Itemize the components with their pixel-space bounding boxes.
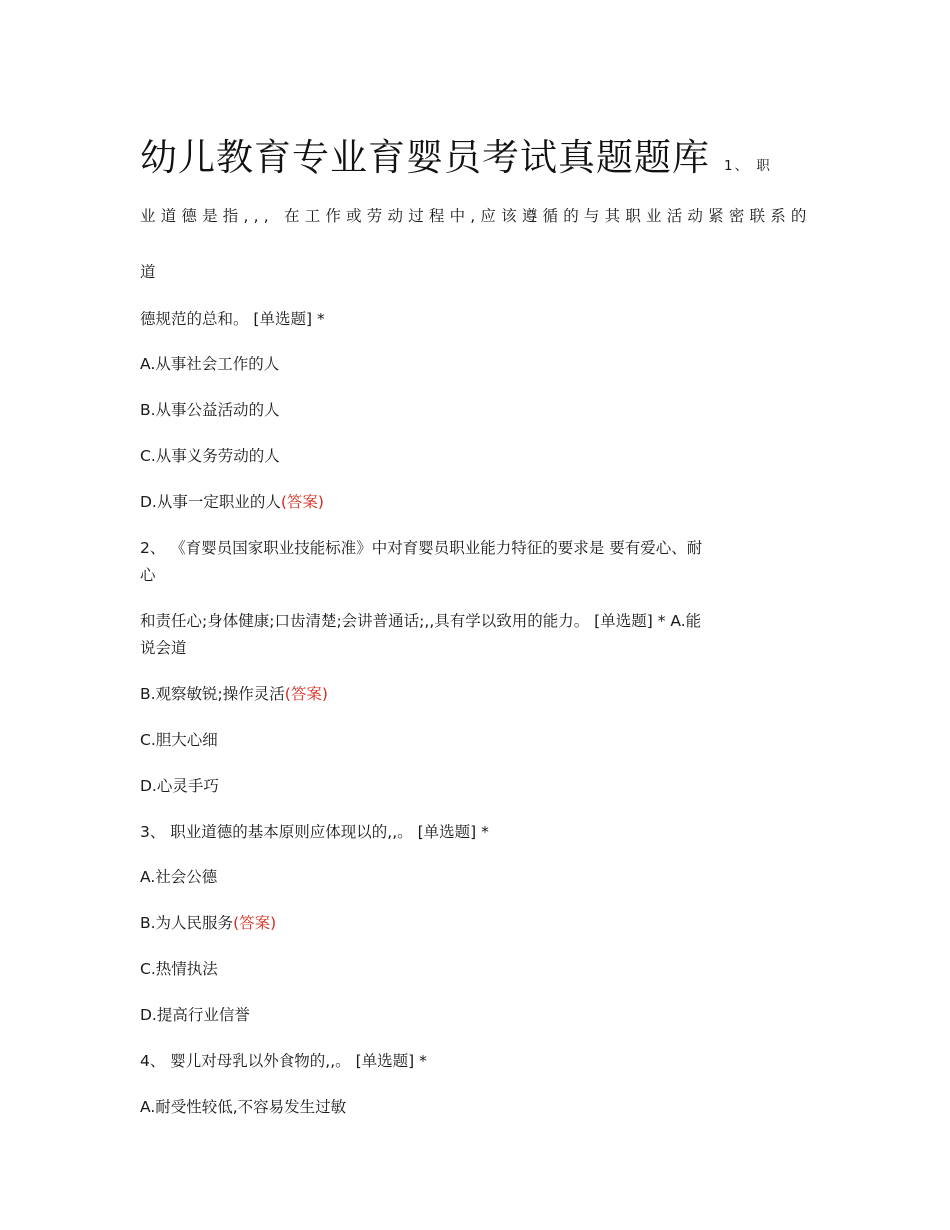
text-line: 道 bbox=[140, 263, 156, 281]
document-title-row bbox=[140, 127, 772, 181]
option-b: B.从事公益活动的人 bbox=[140, 401, 280, 419]
option-d: D.提高行业信誉 bbox=[140, 1006, 250, 1024]
text-line: 和责任心;身体健康;口齿清楚;会讲普通话;,,具有学以致用的能力。 [单选题] * A.能 bbox=[140, 612, 702, 630]
answer-mark: (答案) bbox=[284, 685, 328, 703]
option-c: C.热情执法 bbox=[140, 960, 218, 978]
option-d: D.心灵手巧 bbox=[140, 777, 219, 795]
option-a: A.社会公德 bbox=[140, 868, 218, 886]
answer-mark: (答案) bbox=[280, 493, 324, 511]
option-a: A.从事社会工作的人 bbox=[140, 355, 280, 373]
option-c: C.从事义务劳动的人 bbox=[140, 447, 280, 465]
answer-mark: (答案) bbox=[233, 914, 277, 932]
option-a: A.耐受性较低,不容易发生过敏 bbox=[140, 1098, 347, 1116]
option-c: C.胆大心细 bbox=[140, 731, 218, 749]
question-stem: 德规范的总和。 [单选题] * bbox=[140, 310, 325, 328]
option-b: B.观察敏锐;操作灵活(答案) bbox=[140, 685, 328, 703]
question-1-start: 1、 职 bbox=[724, 158, 772, 174]
option-a: 说会道 bbox=[140, 639, 187, 657]
text-line: 心 bbox=[140, 566, 156, 584]
question-4-stem: 4、 婴儿对母乳以外食物的,,。 [单选题] * bbox=[140, 1052, 427, 1070]
option-d: D.从事一定职业的人(答案) bbox=[140, 493, 324, 511]
document-title: 幼儿教育专业育婴员考试真题题库 bbox=[140, 136, 710, 179]
question-3-stem: 3、 职业道德的基本原则应体现以的,,。 [单选题] * bbox=[140, 823, 489, 841]
question-2-stem: 2、 《育婴员国家职业技能标准》中对育婴员职业能力特征的要求是 要有爱心、耐 bbox=[140, 539, 703, 557]
option-b: B.为人民服务(答案) bbox=[140, 914, 277, 932]
text-line: 业道德是指,,, 在工作或劳动过程中,应该遵循的与其职业活动紧密联系的 bbox=[140, 207, 812, 225]
